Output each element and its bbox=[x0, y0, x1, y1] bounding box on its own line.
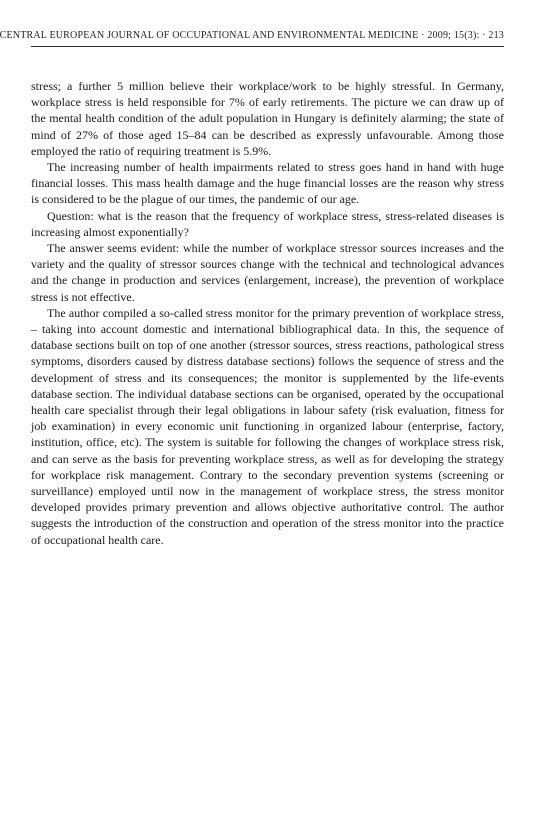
paragraph-stress-monitor: The author compiled a so-called stress monitor for the primary prevention of workplace stress, – taking into account domestic and international bibliographical data. In this, the sequence of database sections built on top of one another (stressor sources, stress reactions, pathological stress symptoms, disorders caused by distress database sections) follows the sequence of stress and the development of stress and its consequences; the monitor is supplemented by the life-events database section. The individual database sections can be organised, operated by the occupational health care specialist through their legal obligations in labour safety (risk evaluation, fitness for job examination) in every economic unit functioning in organized labour (enterprise, factory, institution, office, etc). The system is suitable for following the changes of workplace stress risk, and can serve as the basis for preventing workplace stress, as well as for developing the strategy for workplace risk management. Contrary to the secondary prevention systems (screening or surveillance) employed until now in the management of workplace stress, the stress monitor developed provides primary prevention and allows objective authoritative control. The author suggests the introduction of the construction and operation of the stress monitor into the practice of occupational health care. bbox=[31, 305, 504, 547]
paragraph-financial-losses: The increasing number of health impairments related to stress goes hand in hand with huge financial losses. This mass health damage and the huge financial losses are the reason why stress is considered to be the plague of our times, the pandemic of our age. bbox=[31, 160, 504, 207]
paragraph-question: Question: what is the reason that the frequency of workplace stress, stress-related diseases is increasing almost exponentially? bbox=[31, 208, 504, 239]
paragraph-continuation: stress; a further 5 million believe their workplace/work to be highly stressful. In Germany, workplace stress is held responsible for 7% of early retirements. The picture we can draw up of the mental health condition of the adult population in Hungary is definitely alarming; the state of mind of 27% of those aged 15–84 can be described as expressly unfavourable. Among those employed the ratio of requiring treatment is 5.9%. bbox=[31, 79, 504, 158]
paragraph-answer: The answer seems evident: while the number of workplace stressor sources increases and the variety and the quality of stressor sources change with the technical and technological advances and the change in production and services (enlargement, increase), the prevention of workplace stress is not effective. bbox=[31, 241, 504, 304]
running-header: CENTRAL EUROPEAN JOURNAL OF OCCUPATIONAL AND ENVIRONMENTAL MEDICINE · 2009; 15(3): · 213 bbox=[0, 30, 504, 41]
article-body bbox=[31, 78, 504, 548]
header-divider bbox=[31, 46, 504, 47]
